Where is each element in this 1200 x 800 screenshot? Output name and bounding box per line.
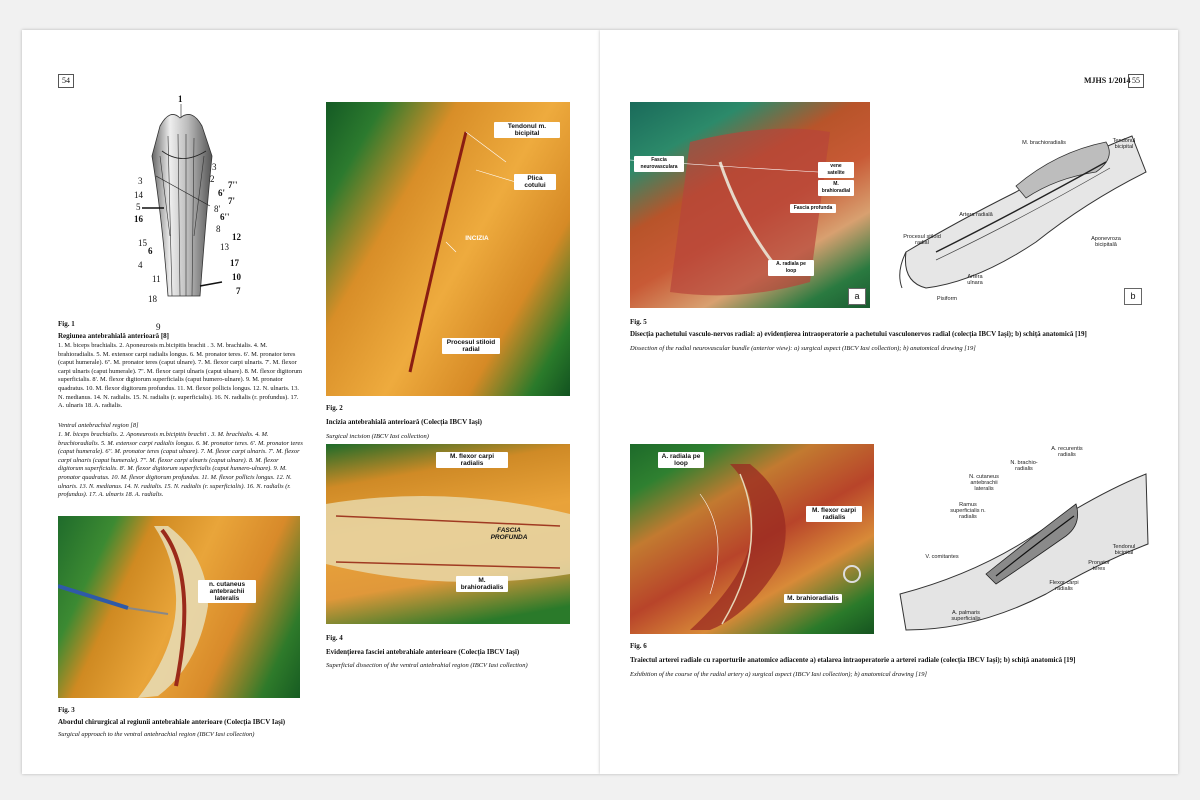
- fig1-num-5: 5: [136, 202, 141, 212]
- journal-header: MJHS 1/2014: [1084, 76, 1131, 85]
- fig1-anatomical-drawing: [82, 94, 282, 332]
- fig1-legend-ro: 1. M. biceps brachialis. 2. Aponeurosis m.bicipitis brachii . 3. M. brachialis. 4. M. brahioradialis. 5. M. extensor carpi radialis longus. 6. M. pronator teres. 6'. M. pronator teres (caput humerale). 6''. M. pronator teres (caput ulnare). 7. M. flexor carpi ulnaris. 7'. M. flexor carpi ulnaris (caput humerale). 7''. M. flexor carpi ulnaris (caput ulnare). 8. M. flexor digitorum superficialis. 8'. M. flexor digitorum superficialis (caput humero-ulnare). 9. M. pronator quadratus. 10. M. flexor digitorum profundus. 11. M. flexor pollicis longus. 12. N. ulnaris. 13. N. medianus. 14. N. radialis. 15. N. radialis (r. superficialis). 16. N. radialis (r. profundus). 17. A. ulnaris 18. A. radialis.: [58, 342, 302, 410]
- fig5a-label-a-radiala: A. radiala pe loop: [768, 260, 814, 276]
- fig2-label-plica: Plica cotului: [514, 174, 556, 190]
- fig6b-label-v-comitantes: V. comitantes: [925, 554, 959, 560]
- fig6-caption-en: Exhibition of the course of the radial artery a) surgical aspect (IBCV Iasi collection); b) anatomical drawing [19]: [630, 671, 927, 678]
- page-number-right: 55: [1128, 74, 1144, 88]
- fig4-label-flexor: M. flexor carpi radialis: [436, 452, 508, 468]
- fig1-num-9: 9: [156, 322, 161, 332]
- fig5-panel-b: b: [1124, 288, 1142, 305]
- fig6a-surgical-photo: [630, 444, 874, 634]
- fig5-panel-a: a: [848, 288, 866, 305]
- fig4-caption-en: Superficial dissection of the ventral antebrahial region (IBCV Iasi collection): [326, 662, 528, 669]
- fig6b-label-a-recurentis: A. recurentis radialis: [1051, 446, 1083, 458]
- fig5b-label-proces-stiloid: Procesul stiloid radial: [903, 234, 941, 246]
- fig1-num-14: 14: [134, 190, 143, 200]
- fig6b-label-n-cutaneus: N. cutaneus antebrachii lateralis: [969, 474, 999, 492]
- fig1-num-6pp: 6'': [220, 212, 230, 222]
- fig6a-label-brahioradialis: M. brahioradialis: [784, 594, 842, 603]
- fig6b-label-a-palmaris: A. palmaris superficialis: [951, 610, 981, 622]
- fig1-title-en: Ventral antebrachial region [8]: [58, 422, 139, 429]
- fig1-title-ro: Regiunea antebrahială anterioară [8]: [58, 332, 170, 340]
- fig1-num-13: 13: [220, 242, 229, 252]
- right-page: [600, 30, 1178, 774]
- fig2-label-incizia: INCIZIA: [465, 235, 489, 242]
- fig1-num-16: 16: [134, 214, 143, 224]
- fig6-label: Fig. 6: [630, 642, 647, 650]
- fig5b-label-brachioradialis: M. brachioradialis: [1022, 140, 1066, 146]
- fig5-caption-ro: Disecția pachetului vasculo-nervos radial: a) evidențierea intraoperatorie a pachetului vasculonervos radial (colecția IBCV Iași); b) schiță anatomică [19]: [630, 330, 1087, 338]
- fig5a-label-fascia-prof: Fascia profunda: [790, 204, 836, 213]
- fig6a-label-flexor: M. flexor carpi radialis: [806, 506, 862, 522]
- fig4-caption-ro: Evidențierea fasciei antebrahiale anterioare (Colecția IBCV Iași): [326, 648, 520, 656]
- fig1-num-4: 4: [138, 260, 143, 270]
- fig6b-label-pronator: Pronator teres: [1088, 560, 1110, 572]
- fig6b-label-tendon: Tendonul bicipital: [1112, 544, 1136, 556]
- fig3-label-n-cutaneus: n. cutaneus antebrachii lateralis: [198, 580, 256, 603]
- fig1-num-18: 18: [148, 294, 157, 304]
- fig5b-label-aponevroza: Aponevroza bicipitală: [1091, 236, 1121, 248]
- fig4-surgical-photo: [326, 444, 570, 624]
- fig5a-surgical-photo: [630, 102, 870, 308]
- fig4-label-brahioradialis: M. brahioradialis: [456, 576, 508, 592]
- fig6b-label-ramus: Ramus superficialis n. radialis: [950, 502, 986, 520]
- fig6b-arm-illustration: [896, 444, 1152, 634]
- fig1-num-8: 8: [216, 224, 221, 234]
- fig3-caption-en: Surgical approach to the ventral antebrachial region (IBCV Iasi collection): [58, 731, 255, 738]
- fig1-num-10: 10: [232, 272, 241, 282]
- fig5b-label-tendon: Tendonul bicipital: [1112, 138, 1136, 150]
- fig6b-label-flexor: Flexor carpi radialis: [1049, 580, 1079, 592]
- fig5b-label-artera-ulnara: Artera ulnara: [967, 274, 983, 286]
- fig1-label: Fig. 1: [58, 320, 75, 328]
- fig1-num-6: 6: [148, 246, 153, 256]
- fig6a-label-a-radiala: A. radiala pe loop: [658, 452, 704, 468]
- fig2-caption-en: Surgical incision (IBCV Iasi collection): [326, 433, 429, 440]
- forearm-muscles-illustration: [82, 96, 282, 316]
- fig1-num-8p: 8': [214, 204, 221, 214]
- fig1-num-12: 12: [232, 232, 241, 242]
- left-page: [22, 30, 600, 774]
- fig5-caption-en: Dissection of the radial neurovascular bundle (anterior view): a) surgical aspect (IBCV Iasi collection); b) anatomical drawing [19]: [630, 345, 976, 352]
- fig1-num-7: 7: [236, 286, 241, 296]
- fig1-num-1: 1: [178, 94, 183, 104]
- fig2-caption-ro: Incizia antebrahială anterioară (Colecția IBCV Iași): [326, 418, 482, 426]
- fig1-num-7p: 7': [228, 196, 236, 206]
- fig5a-label-vene: vene satelite: [818, 162, 854, 178]
- fig1-num-11: 11: [152, 274, 161, 284]
- fig1-num-17: 17: [230, 258, 239, 268]
- fig5b-anatomical-drawing: [896, 102, 1152, 308]
- page-number-left: 54: [58, 74, 74, 88]
- fig3-surgical-photo: [58, 516, 300, 698]
- fig5b-label-pisiform: Pisiform: [936, 296, 958, 302]
- fig4-label-fascia: FASCIA PROFUNDA: [490, 527, 528, 541]
- fig2-surgical-photo: [326, 102, 570, 396]
- fig5a-label-brahioradial: M. brahioradial: [818, 180, 854, 196]
- fig3-caption-ro: Abordul chirurgical al regiunii antebrahiale anterioare (Colecția IBCV Iași): [58, 718, 286, 726]
- fig5b-arm-illustration: [896, 102, 1152, 308]
- fig2-label-proces: Procesul stiloid radial: [442, 338, 500, 354]
- fig6-caption-ro: Traiectul arterei radiale cu raporturile anatomice adiacente a) etalarea intraoperatorie a arterei radiale (colecția IBCV Iași); b) schiță anatomică [19]: [630, 656, 1076, 664]
- fig1-num-3b: 3: [212, 162, 217, 172]
- fig5-label: Fig. 5: [630, 318, 647, 326]
- fig1-num-15: 15: [138, 238, 147, 248]
- fig2-label-tendon: Tendonul m. bicipital: [494, 122, 560, 138]
- fig2-label: Fig. 2: [326, 404, 343, 412]
- fig1-legend-en: 1. M. biceps brachialis. 2. Aponeurosis m.bicipitis brachii . 3. M. brachialis. 4. M. brachioradialis. 5. M. extensor carpi radialis longus. 6. M. pronator teres. 6'. M. pronator teres (caput humerale). 6''. M. pronator teres (caput ulnare). 7. M. flexor carpi ulnaris. 7'. M. flexor carpi ulnaris (caput humerale). 7''. M. flexor carpi ulnaris (caput ulnare). 8. M. flexor digitorum superficialis. 8'. M. flexor digitorum superficialis (caput humero-ulnare). 9. M. pronator quadratus. 10. M. flexor digitorum profundus. 11. M. flexor pollicis longus. 12. N. ulnaris. 13. N. medianus. 14. N. radialis. 15. N. radialis (r. superficialis). 16. N. radialis (r. profundus). 17. A. ulnaris 18. A. radialis.: [58, 431, 303, 499]
- fig1-num-2: 2: [210, 174, 215, 184]
- fig5b-label-artera-radiala: Artera radială: [959, 212, 993, 218]
- fig1-num-6p: 6': [218, 188, 226, 198]
- fig3-label: Fig. 3: [58, 706, 75, 714]
- fig6b-anatomical-drawing: [896, 444, 1152, 634]
- fig5a-label-fascia-nv: Fascia neurovasculara: [634, 156, 684, 172]
- fig1-num-7pp: 7'': [228, 180, 238, 190]
- fig4-label: Fig. 4: [326, 634, 343, 642]
- fig3-photo-detail: [58, 516, 300, 698]
- fig6b-label-n-brachio: N. brachio-radialis: [1010, 460, 1038, 472]
- fig1-num-3a: 3: [138, 176, 143, 186]
- fig6a-photo-detail: [630, 444, 874, 634]
